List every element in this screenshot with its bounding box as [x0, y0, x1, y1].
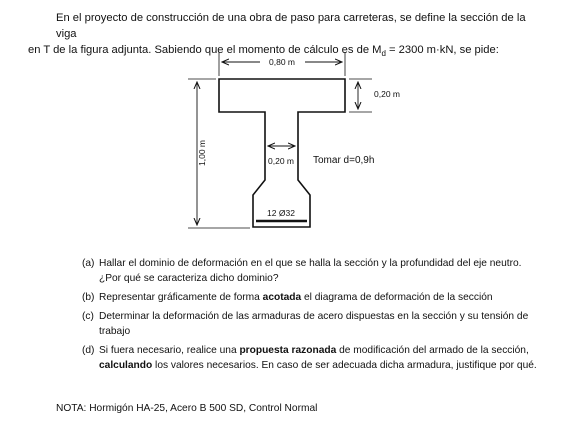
question-b-text: Representar gráficamente de forma acotada el diagrama de deformación de la sección — [99, 292, 493, 303]
question-c: (c) Determinar la deformación de las armaduras de acero dispuestas en la sección y su tensión de trabajo — [82, 310, 542, 339]
materials-note: NOTA: Hormigón HA-25, Acero B 500 SD, Control Normal — [56, 403, 318, 414]
question-d-text: Si fuera necesario, realice una propuesta razonada de modificación del armado de la sección, calculando los valores necesarios. En caso de ser adecuada dicha armadura, justifique por qué. — [99, 345, 537, 371]
rebar-label: 12 Ø32 — [267, 208, 295, 218]
question-a-text: Hallar el dominio de deformación en el que se halla la sección y la profundidad del eje neutro. ¿Por qué se caracteriza dicho dominio? — [99, 258, 522, 284]
intro-line-1: En el proyecto de construcción de una obra de paso para carreteras, se define la sección de la viga — [56, 12, 526, 40]
width-label: 0,80 m — [269, 57, 295, 67]
intro-line-2: en T de la figura adjunta. Sabiendo que el momento de cálculo es de $M_d = 2300$ m·kN, se pide: — [28, 44, 499, 59]
question-d: (d) Si fuera necesario, realice una propuesta razonada de modificación del armado de la sección, calculando los valores necesarios. En caso de ser adecuada dicha armadura, justifique por qué. — [82, 344, 542, 373]
depth-note: Tomar d=0,9h — [313, 155, 375, 166]
question-c-text: Determinar la deformación de las armaduras de acero dispuestas en la sección y su tensión de trabajo — [99, 311, 529, 337]
flange-label: 0,20 m — [374, 89, 400, 99]
height-label: 1,00 m — [197, 140, 207, 166]
t-beam-section — [219, 79, 345, 227]
question-a: (a) Hallar el dominio de deformación en el que se halla la sección y la profundidad del eje neutro. ¿Por qué se caracteriza dicho dominio? — [82, 257, 542, 286]
web-label: 0,20 m — [268, 156, 294, 166]
question-b: (b) Representar gráficamente de forma acotada el diagrama de deformación de la sección — [82, 291, 542, 306]
